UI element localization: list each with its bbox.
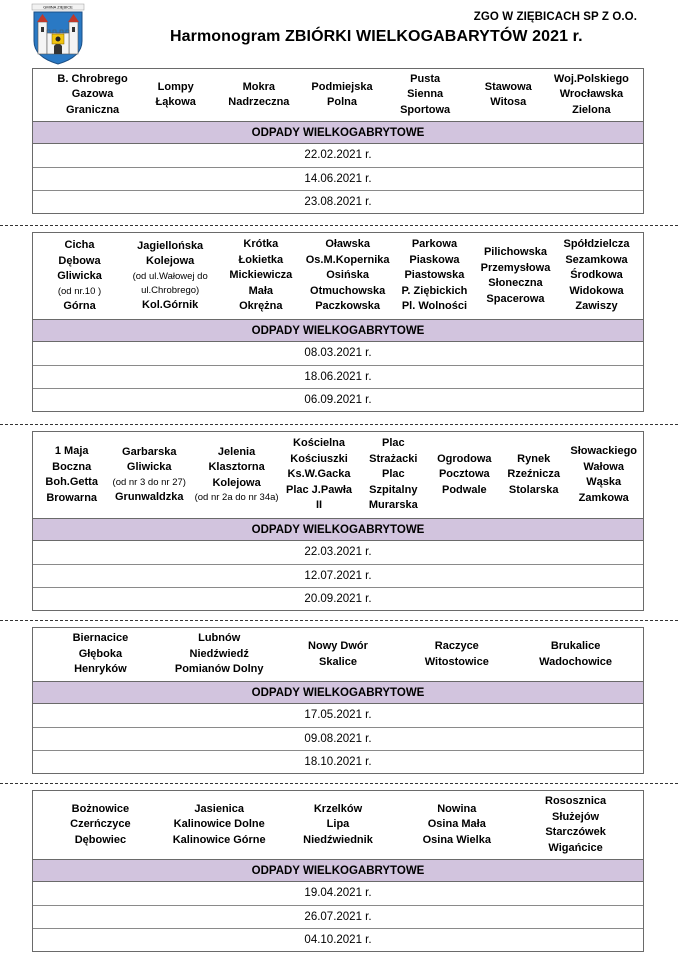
street-name: Browarna bbox=[46, 491, 98, 504]
street-name: Stolarska bbox=[508, 483, 559, 496]
street-note: (od ul.Wałowej do bbox=[132, 270, 208, 282]
street-name: Piastowska bbox=[404, 269, 465, 282]
street-name: Zielona bbox=[572, 103, 611, 116]
street-name: Spacerowa bbox=[486, 292, 545, 305]
street-name: Witosa bbox=[490, 96, 527, 108]
section-divider bbox=[0, 424, 678, 425]
schedule-section-3 bbox=[32, 431, 644, 611]
street-name: Górna bbox=[63, 299, 96, 312]
street-name: Krótka bbox=[243, 238, 279, 251]
street-name: Podmiejska bbox=[311, 80, 373, 93]
street-name: B. Chrobrego bbox=[57, 72, 128, 85]
street-column bbox=[300, 80, 383, 111]
street-name: Osińska bbox=[326, 269, 370, 282]
street-column bbox=[475, 245, 556, 307]
section-divider bbox=[0, 783, 678, 784]
street-name: Podwale bbox=[442, 483, 487, 496]
street-name: Czerńczyce bbox=[70, 818, 131, 831]
collection-date: 19.04.2021 r. bbox=[304, 887, 372, 899]
street-name: Osina Wielka bbox=[422, 833, 491, 846]
street-name: Plac J.Pawła II bbox=[286, 483, 353, 512]
street-name: Nowina bbox=[437, 802, 477, 815]
collection-date: 20.09.2021 r. bbox=[33, 587, 643, 610]
street-name: Mickiewicza bbox=[229, 269, 293, 282]
collection-date: 06.09.2021 r. bbox=[33, 388, 643, 411]
street-name: Służejów bbox=[552, 810, 600, 823]
street-column bbox=[134, 80, 217, 111]
street-name: Henryków bbox=[74, 663, 127, 676]
street-name: Parkowa bbox=[411, 238, 458, 251]
collection-date: 04.10.2021 r. bbox=[33, 928, 643, 951]
street-name: Gazowa bbox=[71, 88, 114, 101]
street-name: Sezamkowa bbox=[565, 253, 628, 266]
street-column bbox=[41, 631, 160, 678]
collection-date: 14.06.2021 r. bbox=[33, 167, 643, 190]
street-name: Spółdzielcza bbox=[563, 238, 630, 251]
street-column bbox=[301, 237, 394, 315]
street-column bbox=[51, 72, 134, 119]
collection-date: 22.03.2021 r. bbox=[304, 546, 372, 558]
street-list bbox=[33, 628, 643, 681]
street-name: Garbarska bbox=[122, 445, 177, 458]
street-list bbox=[33, 233, 643, 319]
schedule-section-5 bbox=[32, 790, 644, 952]
street-name: Graniczna bbox=[65, 103, 120, 116]
street-note: (od nr 2a do nr 34a) bbox=[194, 492, 279, 504]
street-name: 1 Maja bbox=[54, 445, 89, 457]
waste-type-header: ODPADY WIELKOGABRYTOWE bbox=[33, 859, 643, 882]
street-list bbox=[33, 791, 643, 859]
street-name: Dębowiec bbox=[74, 833, 127, 846]
street-name: Pl. Wolności bbox=[401, 300, 468, 313]
waste-type-header: ODPADY WIELKOGABRYTOWE bbox=[33, 121, 643, 144]
street-name: Słoneczna bbox=[488, 277, 543, 289]
street-name: Otmuchowska bbox=[310, 284, 386, 297]
street-note: (od nr.10 ) bbox=[57, 285, 102, 297]
street-name: Lompy bbox=[157, 80, 194, 93]
street-column bbox=[550, 72, 633, 119]
street-name: Ks.W.Gacka bbox=[287, 468, 351, 481]
street-name: Lubnów bbox=[198, 632, 241, 645]
street-name: Widokowa bbox=[569, 284, 624, 297]
street-name: Kolejowa bbox=[146, 255, 195, 268]
street-column bbox=[516, 794, 635, 856]
collection-date: 17.05.2021 r. bbox=[304, 709, 372, 721]
street-list bbox=[33, 69, 643, 121]
street-name: Wrocławska bbox=[559, 88, 624, 101]
collection-date: 26.07.2021 r. bbox=[33, 905, 643, 928]
street-name: Wąska bbox=[586, 476, 622, 488]
street-name: Bożnowice bbox=[71, 802, 130, 815]
street-name: Polna bbox=[327, 96, 357, 108]
street-name: Pocztowa bbox=[438, 468, 490, 481]
street-name: Dębowa bbox=[58, 254, 101, 267]
street-name: Murarska bbox=[368, 499, 418, 512]
street-list bbox=[33, 432, 643, 518]
street-name: Pusta bbox=[410, 72, 441, 85]
street-column bbox=[192, 445, 281, 506]
collection-date: 08.03.2021 r. bbox=[304, 347, 372, 359]
collection-date: 09.08.2021 r. bbox=[33, 727, 643, 750]
logo-text: GMINA ZIĘBICE bbox=[43, 4, 73, 10]
street-name: Mała bbox=[248, 284, 274, 297]
street-name: Wałowa bbox=[583, 460, 624, 473]
street-column bbox=[220, 237, 301, 315]
street-name: Boczna bbox=[52, 460, 92, 473]
street-name: Zawiszy bbox=[575, 300, 618, 313]
ziebice-coat-of-arms-logo bbox=[31, 3, 85, 66]
street-column bbox=[394, 237, 475, 315]
street-name: Klasztorna bbox=[208, 461, 265, 474]
street-name: Plac Strażacki bbox=[369, 437, 418, 465]
street-name: Piaskowa bbox=[409, 253, 460, 266]
street-name: Środkowa bbox=[570, 269, 623, 282]
street-name: Wigańcice bbox=[548, 841, 603, 854]
street-column bbox=[516, 639, 635, 670]
street-column bbox=[39, 238, 120, 314]
street-name: Biernacice bbox=[72, 632, 129, 645]
street-name: Oławska bbox=[325, 238, 370, 251]
street-name: Sportowa bbox=[400, 103, 451, 116]
street-column bbox=[279, 802, 398, 849]
street-name: Skalice bbox=[319, 655, 357, 668]
section-divider bbox=[0, 225, 678, 226]
street-name: Krzelków bbox=[313, 802, 363, 815]
street-name: Os.M.Kopernika bbox=[305, 253, 390, 266]
street-name: Gliwicka bbox=[126, 461, 172, 474]
street-column bbox=[160, 802, 279, 849]
street-name: Brukalice bbox=[550, 640, 601, 652]
street-column bbox=[430, 452, 499, 499]
street-name: Kościelna bbox=[293, 437, 346, 450]
street-name: Niedźwiedź bbox=[189, 647, 249, 660]
street-name: Woj.Polskiego bbox=[553, 72, 629, 85]
street-name: Ogrodowa bbox=[437, 452, 492, 465]
page-title: Harmonogram ZBIÓRKI WIELKOGABARYTÓW 2021 r. bbox=[170, 28, 583, 45]
street-column bbox=[279, 639, 398, 670]
street-name: Jagiellońska bbox=[137, 239, 204, 252]
street-name: Jelenia bbox=[217, 445, 256, 458]
street-column bbox=[397, 639, 516, 670]
street-name: Nadrzeczna bbox=[228, 96, 290, 108]
street-name: Grunwaldzka bbox=[115, 490, 184, 503]
street-column bbox=[397, 802, 516, 849]
street-name: Sienna bbox=[407, 88, 444, 101]
street-column bbox=[120, 239, 220, 314]
street-column bbox=[467, 80, 550, 111]
collection-date: 18.10.2021 r. bbox=[33, 750, 643, 773]
street-name: Kolejowa bbox=[212, 476, 261, 489]
waste-type-header: ODPADY WIELKOGABRYTOWE bbox=[33, 319, 643, 342]
street-name: Gliwicka bbox=[57, 270, 102, 282]
street-name: Rzeźnicza bbox=[507, 468, 560, 481]
street-name: Okrężna bbox=[239, 300, 283, 313]
collection-date: 22.02.2021 r. bbox=[304, 149, 372, 161]
street-name: Kościuszki bbox=[290, 452, 348, 465]
street-name: Osina Mała bbox=[427, 818, 486, 831]
street-column bbox=[499, 452, 568, 499]
section-divider bbox=[0, 620, 678, 621]
street-name: Plac Szpitalny bbox=[369, 468, 418, 496]
street-column bbox=[384, 72, 467, 119]
street-name: Rososznica bbox=[545, 795, 607, 807]
street-column bbox=[37, 444, 106, 506]
street-name: Pilichowska bbox=[483, 246, 547, 258]
street-name: Słowackiego bbox=[570, 445, 638, 457]
street-name: Łąkowa bbox=[155, 96, 196, 108]
street-column bbox=[160, 631, 279, 678]
street-name: Zamkowa bbox=[578, 491, 629, 504]
street-name: Mokra bbox=[242, 80, 276, 93]
street-name: Rynek bbox=[517, 452, 551, 465]
street-name: Cicha bbox=[64, 239, 95, 251]
street-name: Łokietka bbox=[238, 253, 284, 266]
street-column bbox=[41, 802, 160, 849]
street-name: Niedźwiednik bbox=[303, 833, 373, 846]
street-name: Starczówek bbox=[545, 826, 606, 838]
collection-date: 23.08.2021 r. bbox=[33, 190, 643, 213]
schedule-section-4 bbox=[32, 627, 644, 774]
street-name: Głęboka bbox=[78, 647, 123, 660]
collection-date: 12.07.2021 r. bbox=[33, 564, 643, 587]
street-note: (od nr 3 do nr 27) bbox=[112, 476, 186, 488]
street-column bbox=[281, 436, 357, 514]
waste-type-header: ODPADY WIELKOGABRYTOWE bbox=[33, 518, 643, 541]
street-name: Paczkowska bbox=[315, 300, 381, 313]
street-name: Raczyce bbox=[434, 640, 479, 652]
collection-date: 18.06.2021 r. bbox=[33, 365, 643, 388]
street-name: Pomianów Dolny bbox=[174, 663, 264, 676]
street-note: ul.Chrobrego) bbox=[141, 284, 200, 296]
street-name: Przemysłowa bbox=[480, 261, 551, 274]
street-name: Boh.Getta bbox=[45, 476, 98, 488]
schedule-section-2 bbox=[32, 232, 644, 412]
street-name: Lipa bbox=[326, 818, 350, 831]
street-name: Nowy Dwór bbox=[308, 640, 368, 652]
street-name: Kalinowice Dolne bbox=[173, 818, 265, 831]
company-name: ZGO W ZIĘBICACH SP Z O.O. bbox=[473, 11, 637, 23]
schedule-section-1 bbox=[32, 68, 644, 214]
street-column bbox=[357, 436, 430, 514]
street-name: Wadochowice bbox=[539, 655, 613, 668]
street-name: Witostowice bbox=[424, 655, 489, 668]
street-column bbox=[568, 444, 639, 506]
street-name: Jasienica bbox=[194, 802, 244, 815]
waste-type-header: ODPADY WIELKOGABRYTOWE bbox=[33, 681, 643, 704]
street-name: Stawowa bbox=[484, 80, 532, 93]
street-name: Kol.Górnik bbox=[142, 298, 199, 311]
street-name: P. Ziębickich bbox=[401, 284, 468, 297]
street-column bbox=[217, 80, 300, 111]
street-column bbox=[556, 237, 637, 315]
street-name: Kalinowice Górne bbox=[172, 833, 266, 846]
street-column bbox=[106, 445, 192, 506]
